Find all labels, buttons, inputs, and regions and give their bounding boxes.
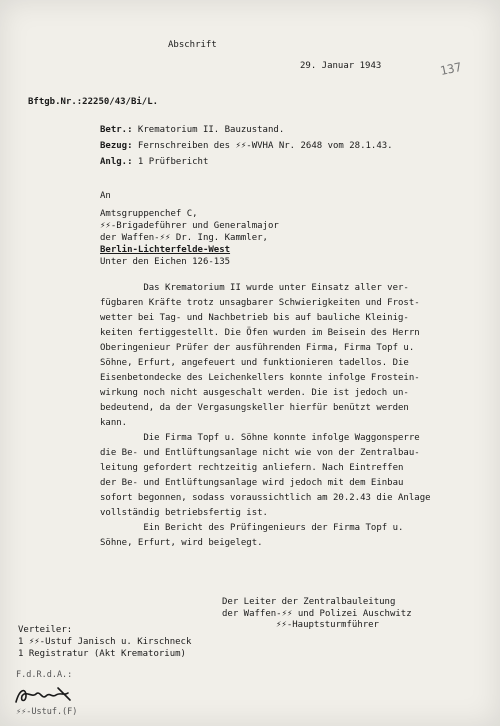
body-line: Oberingenieur Prüfer der ausführenden Firma, Firma Topf u. — [100, 343, 415, 353]
reference-line — [100, 140, 393, 156]
body-line: Söhne, Erfurt, angefeuert und funktionieren tadellos. Die — [100, 358, 409, 368]
closing-line: Der Leiter der Zentralbauleitung — [222, 597, 396, 607]
handwritten-signature-icon — [14, 684, 84, 708]
body-line: Die Firma Topf u. Söhne konnte infolge Waggonsperre — [100, 433, 420, 443]
letter-body — [100, 282, 431, 552]
distribution-item: 1 Registratur (Akt Krematorium) — [18, 649, 186, 659]
reference-number: Bftgb.Nr.:22250/43/Bi/L. — [28, 97, 159, 107]
attachment-line — [100, 156, 393, 172]
recipient-address — [100, 190, 279, 268]
subject-line — [100, 124, 393, 140]
address-street: Unter den Eichen 126-135 — [100, 257, 231, 267]
body-line: wetter bei Tag- und Nachbetrieb bis auf bauliche Kleinig- — [100, 313, 409, 323]
address-to: An — [100, 191, 111, 201]
address-city: Berlin-Lichterfelde-West — [100, 245, 231, 255]
body-line: Eisenbetondecke des Leichenkellers konnte infolge Frostein- — [100, 373, 420, 383]
distribution-list — [18, 624, 191, 660]
body-line: kann. — [100, 418, 128, 428]
body-line: sofort begonnen, sodass voraussichtlich am 20.2.43 die Anlage — [100, 493, 431, 503]
handwritten-margin-mark: 137 — [438, 59, 463, 79]
subject-label: Betr.: — [100, 125, 133, 135]
distribution-heading: Verteiler: — [18, 625, 73, 635]
certification-label: F.d.R.d.A.: — [16, 670, 73, 680]
body-line: fügbaren Kräfte trotz unsagbarer Schwierigkeiten und Frost- — [100, 298, 420, 308]
closing-line: der Waffen-⚡⚡ und Polizei Auschwitz — [222, 609, 412, 619]
attachment-label: Anlg.: — [100, 157, 133, 167]
distribution-item: 1 ⚡⚡-Ustuf Janisch u. Kirschneck — [18, 637, 192, 647]
subject-block — [100, 124, 393, 172]
letter-date: 29. Januar 1943 — [300, 61, 382, 71]
address-line: ⚡⚡-Brigadeführer und Generalmajor — [100, 221, 279, 231]
certifier-rank: ⚡⚡-Ustuf.(F) — [16, 707, 78, 717]
body-line: leitung gefordert rechtzeitig anliefern. Nach Eintreffen — [100, 463, 404, 473]
copy-label: Abschrift — [168, 40, 217, 50]
body-line: die Be- und Entlüftungsanlage nicht wie von der Zentralbau- — [100, 448, 420, 458]
reference-text: Fernschreiben des ⚡⚡-WVHA Nr. 2648 vom 28.1.43. — [132, 141, 393, 151]
body-line: bedeutend, da der Vergasungskeller hierfür benützt werden — [100, 403, 409, 413]
address-line: Amtsgruppenchef C, — [100, 209, 198, 219]
body-line: wirkung noch nicht ausgeschalt werden. Die ist jedoch un- — [100, 388, 409, 398]
closing-block — [222, 596, 412, 620]
body-line: Ein Bericht des Prüfingenieurs der Firma Topf u. — [100, 523, 404, 533]
reference-label: Bezug: — [100, 141, 133, 151]
body-line: Das Krematorium II wurde unter Einsatz aller ver- — [100, 283, 409, 293]
attachment-text: 1 Prüfbericht — [132, 157, 209, 167]
subject-text: Krematorium II. Bauzustand. — [132, 125, 285, 135]
signatory-rank: ⚡⚡-Hauptsturmführer — [276, 620, 379, 630]
address-line: der Waffen-⚡⚡ Dr. Ing. Kammler, — [100, 233, 268, 243]
body-line: vollständig betriebsfertig ist. — [100, 508, 268, 518]
body-line: der Be- und Entlüftungsanlage wird jedoch mit dem Einbau — [100, 478, 404, 488]
body-line: keiten fertiggestellt. Die Öfen wurden im Beisein des Herrn — [100, 328, 420, 338]
body-line: Söhne, Erfurt, wird beigelegt. — [100, 538, 263, 548]
